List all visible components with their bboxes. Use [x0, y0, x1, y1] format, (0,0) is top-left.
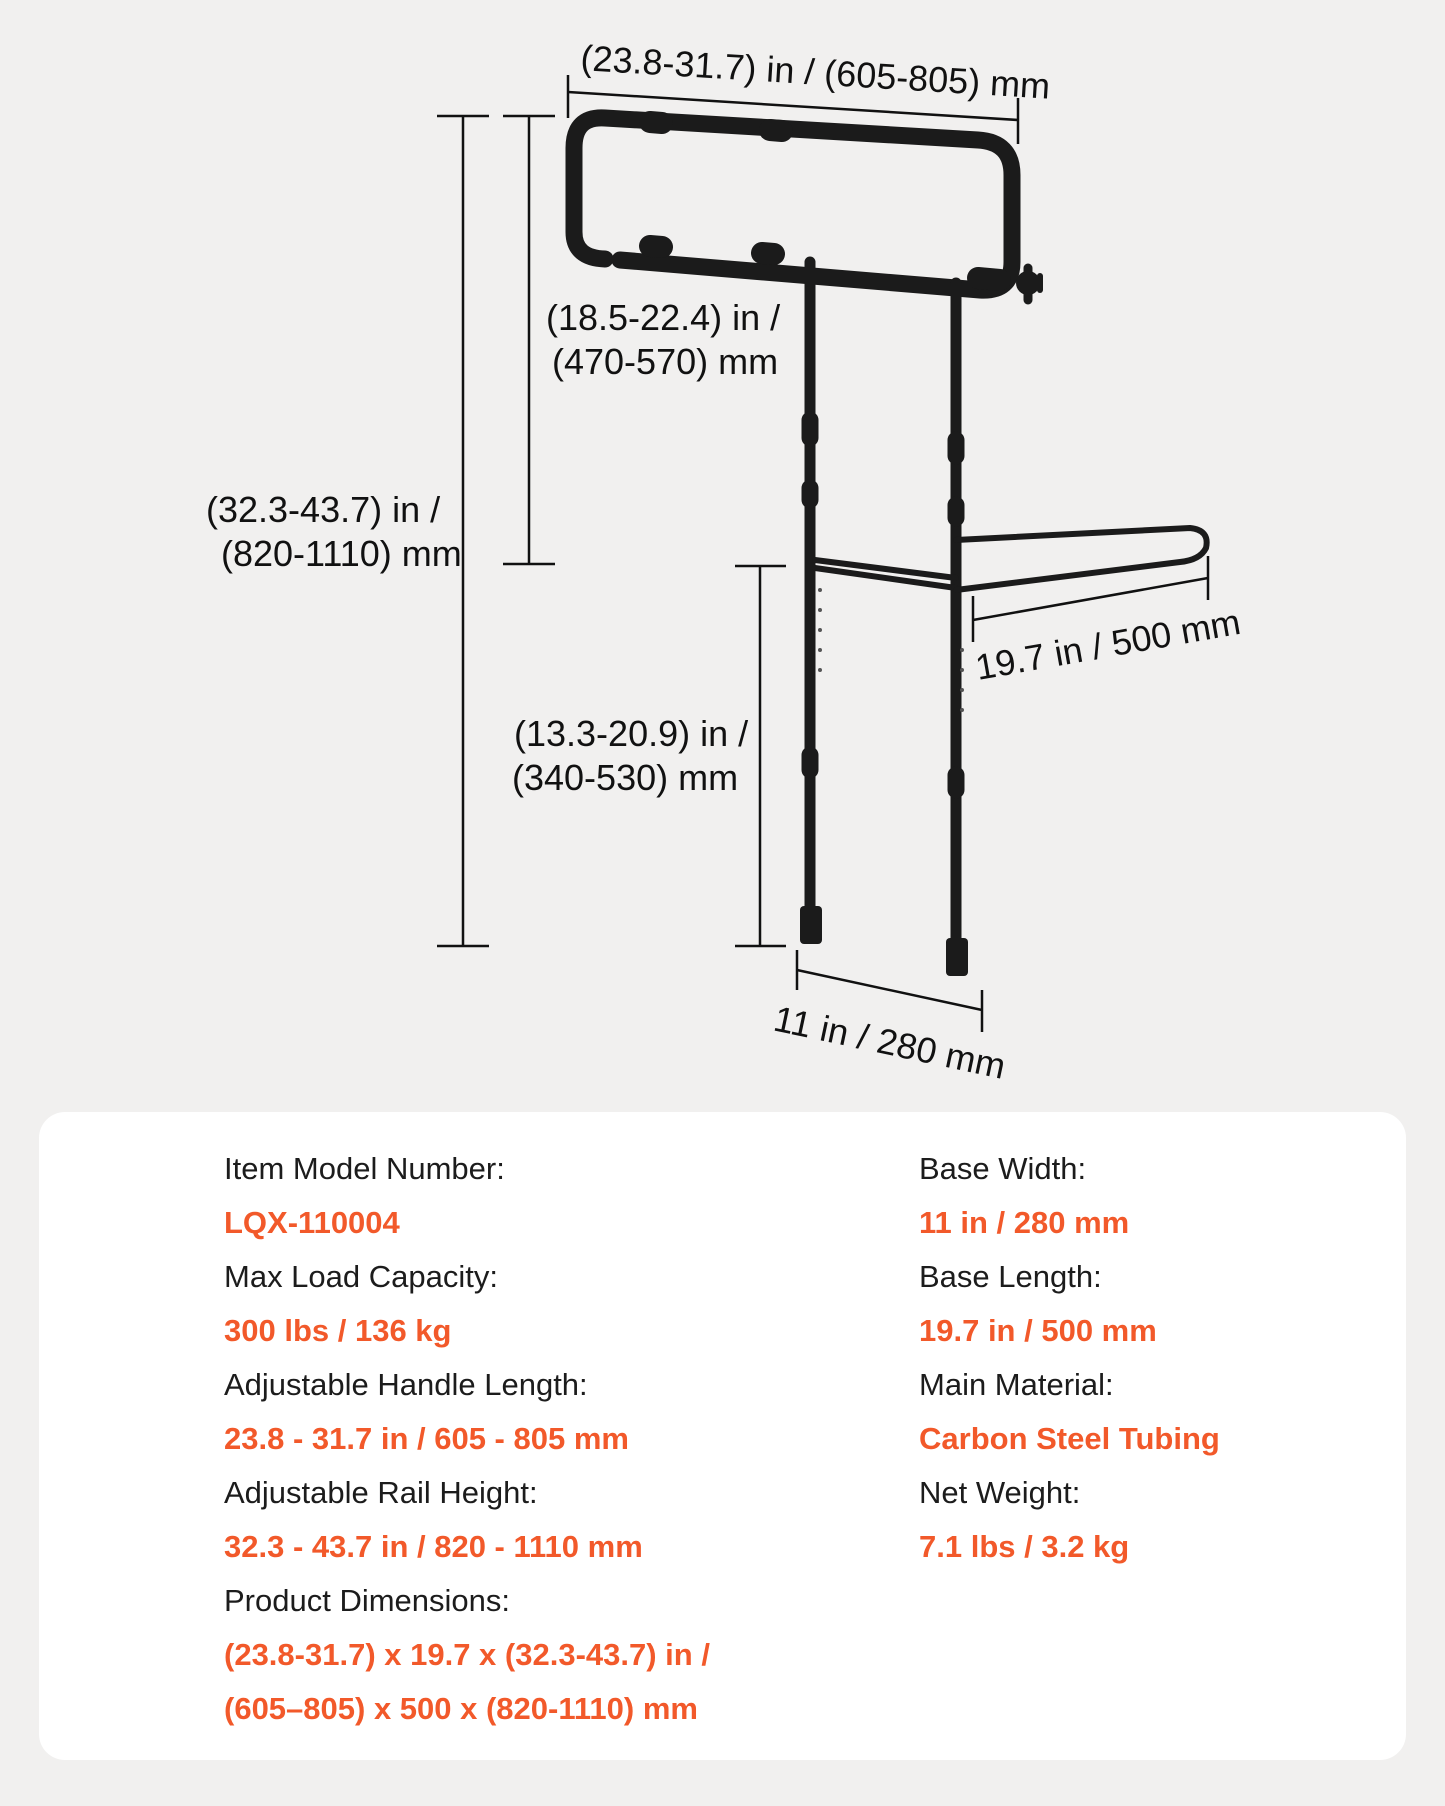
base-width-label: 11 in / 280 mm — [770, 997, 1010, 1087]
spec-value: 300 lbs / 136 kg — [224, 1313, 452, 1348]
spec-base-width — [919, 1142, 1220, 1250]
spec-rail-height — [224, 1466, 710, 1574]
spec-value: 19.7 in / 500 mm — [919, 1313, 1157, 1348]
spec-value: 23.8 - 31.7 in / 605 - 805 mm — [224, 1421, 629, 1456]
spec-main-material — [919, 1358, 1220, 1466]
dimension-lines — [437, 75, 1208, 1032]
spec-label: Base Width: — [919, 1151, 1087, 1186]
spec-label: Base Length: — [919, 1259, 1102, 1294]
base-length-label: 19.7 in / 500 mm — [972, 600, 1244, 688]
spec-label: Adjustable Rail Height: — [224, 1475, 538, 1510]
spec-value: Carbon Steel Tubing — [919, 1421, 1220, 1456]
spec-value: LQX-110004 — [224, 1205, 400, 1240]
rail-height-label-line2: (820-1110) mm — [221, 533, 462, 574]
spec-base-length — [919, 1250, 1220, 1358]
specifications-card — [39, 1112, 1406, 1760]
bed-rail-illustration — [574, 118, 1207, 976]
spec-value: (23.8-31.7) x 19.7 x (32.3-43.7) in / — [224, 1637, 710, 1672]
spec-value: 11 in / 280 mm — [919, 1205, 1130, 1240]
spec-label: Main Material: — [919, 1367, 1114, 1402]
specs-left-column — [224, 1142, 710, 1736]
upper-height-label-line1: (18.5-22.4) in / — [546, 297, 781, 338]
spec-handle-length — [224, 1358, 710, 1466]
spec-max-load — [224, 1250, 710, 1358]
spec-value: 32.3 - 43.7 in / 820 - 1110 mm — [224, 1529, 643, 1564]
upper-height-label-line2: (470-570) mm — [552, 341, 779, 382]
handle-length-label: (23.8-31.7) in / (605-805) mm — [579, 37, 1052, 107]
spec-label: Product Dimensions: — [224, 1583, 511, 1618]
leg-height-label-line1: (13.3-20.9) in / — [514, 713, 749, 754]
spec-product-dimensions — [224, 1574, 710, 1736]
spec-model-number — [224, 1142, 710, 1250]
spec-value-line2: (605–805) x 500 x (820-1110) mm — [224, 1691, 698, 1726]
spec-value: 7.1 lbs / 3.2 kg — [919, 1529, 1130, 1564]
spec-label: Item Model Number: — [224, 1151, 505, 1186]
spec-label: Net Weight: — [919, 1475, 1081, 1510]
spec-net-weight — [919, 1466, 1220, 1574]
specs-right-column — [919, 1142, 1220, 1574]
spec-label: Adjustable Handle Length: — [224, 1367, 588, 1402]
rail-height-label-line1: (32.3-43.7) in / — [206, 489, 441, 530]
spec-label: Max Load Capacity: — [224, 1259, 498, 1294]
leg-height-label-line2: (340-530) mm — [512, 757, 739, 798]
